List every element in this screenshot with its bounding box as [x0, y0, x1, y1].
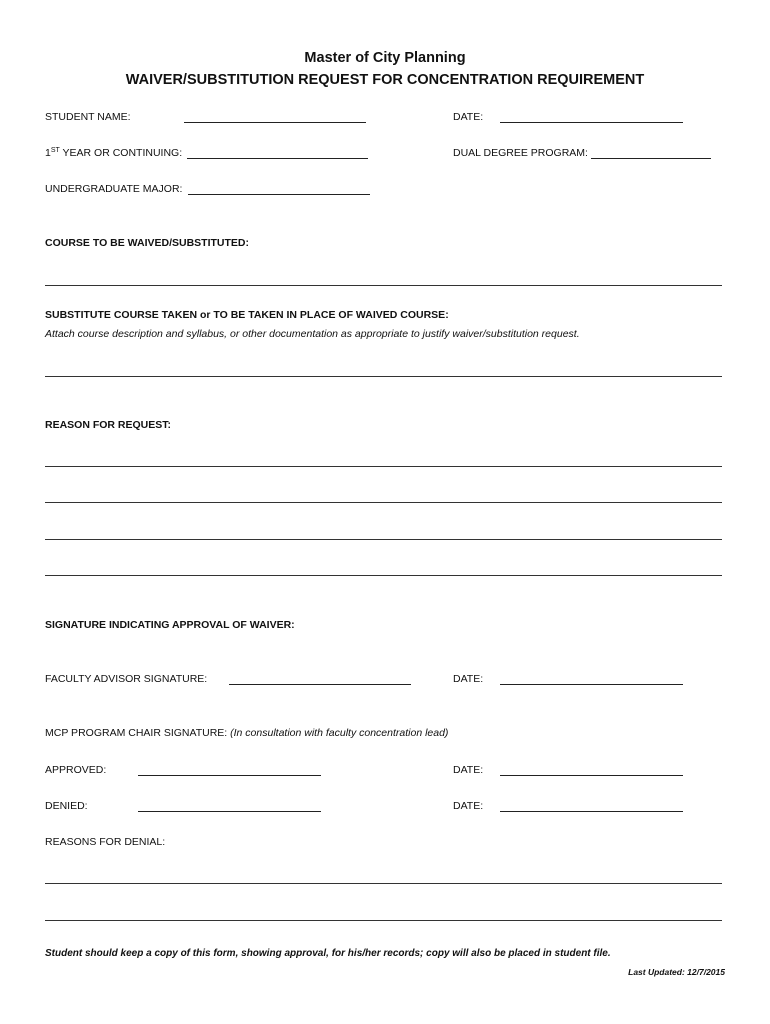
approved-field[interactable]	[138, 775, 321, 776]
waived-course-field[interactable]	[45, 285, 722, 286]
advisor-signature-field[interactable]	[229, 684, 411, 685]
denied-field[interactable]	[138, 811, 321, 812]
advisor-date-field[interactable]	[500, 684, 683, 685]
reason-heading: REASON FOR REQUEST:	[45, 419, 172, 431]
approved-label: APPROVED:	[45, 764, 107, 776]
footer-note: Student should keep a copy of this form, showing approval, for his/her records; copy will also be placed in student file.	[45, 948, 611, 959]
year-field[interactable]	[187, 158, 368, 159]
form-title: Master of City Planning	[304, 50, 466, 66]
form-subtitle: WAIVER/SUBSTITUTION REQUEST FOR CONCENTRATION REQUIREMENT	[125, 72, 645, 88]
advisor-date-label: DATE:	[453, 673, 484, 685]
advisor-signature-label: FACULTY ADVISOR SIGNATURE:	[45, 673, 208, 685]
signature-heading: SIGNATURE INDICATING APPROVAL OF WAIVER:	[45, 619, 295, 631]
dual-degree-label: DUAL DEGREE PROGRAM:	[453, 147, 588, 159]
year-prefix: 1	[45, 147, 51, 159]
student-name-label: STUDENT NAME:	[45, 111, 131, 123]
year-superscript: ST	[50, 147, 60, 154]
date-label: DATE:	[453, 111, 484, 123]
reason-line[interactable]	[45, 539, 722, 540]
substitute-course-field[interactable]	[45, 376, 722, 377]
year-label	[45, 147, 182, 160]
denial-reason-line[interactable]	[45, 883, 722, 884]
chair-signature-label	[45, 727, 448, 740]
denial-reasons-label: REASONS FOR DENIAL:	[45, 836, 166, 848]
denied-label: DENIED:	[45, 800, 88, 812]
approved-date-label: DATE:	[453, 764, 484, 776]
reason-line[interactable]	[45, 575, 722, 576]
date-field[interactable]	[500, 122, 683, 123]
reason-line[interactable]	[45, 502, 722, 503]
waived-course-heading: COURSE TO BE WAIVED/SUBSTITUTED:	[45, 237, 249, 249]
chair-note: (In consultation with faculty concentration lead)	[230, 727, 449, 739]
dual-degree-field[interactable]	[591, 158, 711, 159]
substitute-course-note: Attach course description and syllabus, or other documentation as appropriate to justify waiver/substitution request.	[45, 328, 580, 340]
major-label: UNDERGRADUATE MAJOR:	[45, 183, 183, 195]
major-field[interactable]	[188, 194, 370, 195]
year-label-text: YEAR OR CONTINUING:	[59, 147, 183, 159]
student-name-field[interactable]	[184, 122, 366, 123]
approved-date-field[interactable]	[500, 775, 683, 776]
substitute-course-heading: SUBSTITUTE COURSE TAKEN or TO BE TAKEN IN PLACE OF WAIVED COURSE:	[45, 309, 449, 321]
denial-reason-line[interactable]	[45, 920, 722, 921]
chair-label-text: MCP PROGRAM CHAIR SIGNATURE:	[45, 727, 231, 739]
last-updated: Last Updated: 12/7/2015	[628, 967, 725, 977]
denied-date-field[interactable]	[500, 811, 683, 812]
reason-line[interactable]	[45, 466, 722, 467]
denied-date-label: DATE:	[453, 800, 484, 812]
